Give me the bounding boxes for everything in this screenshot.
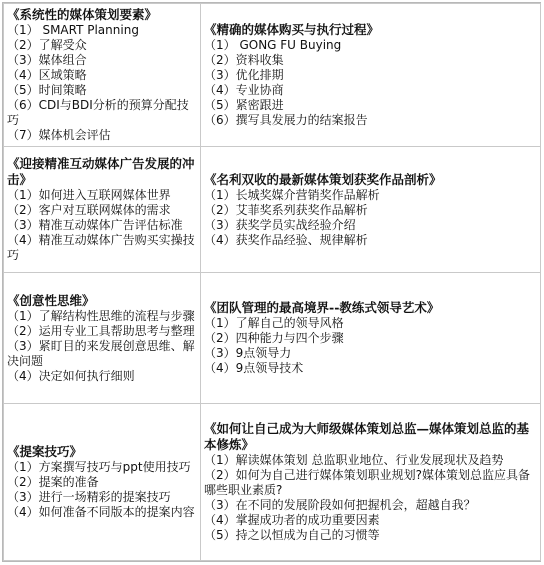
course-item: （4）决定如何执行细则	[7, 368, 135, 383]
course-item: （4）掌握成功者的成功重要因素	[204, 513, 380, 528]
course-item: （7）媒体机会评估	[7, 127, 111, 142]
course-item: （5）紧密跟进	[204, 97, 284, 112]
course-cell-proposal-skills	[4, 404, 201, 561]
course-item: （1） SMART Planning	[7, 22, 139, 37]
course-item: （2）四种能力与四个步骤	[204, 331, 344, 346]
course-item: （3）在不同的发展阶段如何把握机会，超越自我？	[204, 498, 476, 513]
course-title: 《创意性思维》	[7, 292, 95, 308]
course-item: （2）资料收集	[204, 52, 284, 67]
course-item: （2）如何为自己进行媒体策划职业规划?媒体策划总监应具备哪些职业素质?	[204, 468, 531, 498]
course-item: （1）了解结构性思维的流程与步骤	[7, 308, 195, 323]
course-cell-media-planning-elements	[4, 4, 201, 147]
table-row	[4, 273, 541, 404]
course-item: （4）获奖作品经验、规律解析	[204, 232, 368, 247]
course-item: （1） GONG FU Buying	[204, 37, 342, 52]
course-item: （1）长城奖媒介营销奖作品解析	[204, 187, 380, 202]
course-cell-team-leadership	[201, 273, 541, 404]
course-outline-table	[3, 3, 541, 561]
course-cell-creative-thinking	[4, 273, 201, 404]
course-item: （4）如何准备不同版本的提案内容	[7, 505, 195, 520]
course-item: （5）时间策略	[7, 82, 87, 97]
course-item: （4）9点领导技术	[204, 361, 304, 376]
table-row	[4, 404, 541, 561]
course-item: （3）9点领导力	[204, 346, 292, 361]
course-item: （3）媒体组合	[7, 52, 87, 67]
course-item: （2）了解受众	[7, 37, 87, 52]
course-item: （2）艾菲奖系列获奖作品解析	[204, 202, 368, 217]
course-title: 《系统性的媒体策划要素》	[7, 6, 158, 22]
course-cell-award-analysis	[201, 146, 541, 273]
table-row	[4, 4, 541, 147]
course-title: 《名利双收的最新媒体策划获奖作品剖析》	[204, 171, 442, 187]
course-cell-media-buying-process	[201, 4, 541, 147]
course-cell-interactive-media	[4, 146, 201, 273]
course-item: （1）方案撰写技巧与ppt使用技巧	[7, 460, 191, 475]
course-item: （1）解读媒体策划 总监职业地位、行业发展现状及趋势	[204, 453, 504, 468]
course-item: （3）获奖学员实战经验介绍	[204, 217, 356, 232]
course-item: （4）专业协商	[204, 82, 284, 97]
course-item: （2）提案的准备	[7, 475, 99, 490]
course-item: （3）精准互动媒体广告评估标准	[7, 218, 183, 233]
table-row	[4, 146, 541, 273]
course-item: （3）紧盯目的来发展创意思维、解决问题	[7, 338, 195, 368]
course-item: （2）客户对互联网媒体的需求	[7, 203, 171, 218]
course-item: （1）如何进入互联网媒体世界	[7, 188, 171, 203]
course-item: （6）CDI与BDI分析的预算分配技巧	[7, 97, 189, 127]
course-item: （3）优化排期	[204, 67, 284, 82]
course-title: 《精确的媒体购买与执行过程》	[204, 21, 380, 37]
course-item: （3）进行一场精彩的提案技巧	[7, 490, 171, 505]
course-item: （6）撰写具发展力的结案报告	[204, 112, 368, 127]
course-item: （5）持之以恒成为自己的习惯等	[204, 528, 380, 543]
course-title: 《如何让自己成为大师级媒体策划总监—媒体策划总监的基本修炼》	[204, 421, 530, 453]
course-title: 《团队管理的最高境界--教练式领导艺术》	[204, 300, 440, 316]
course-title: 《迎接精准互动媒体广告发展的冲击》	[7, 156, 195, 188]
course-title: 《提案技巧》	[7, 444, 83, 460]
course-item: （1）了解自己的领导风格	[204, 316, 344, 331]
course-item: （4）区域策略	[7, 67, 87, 82]
course-cell-planning-director	[201, 404, 541, 561]
course-item: （4）精准互动媒体广告购买实操技巧	[7, 233, 195, 263]
course-item: （2）运用专业工具帮助思考与整理	[7, 323, 195, 338]
